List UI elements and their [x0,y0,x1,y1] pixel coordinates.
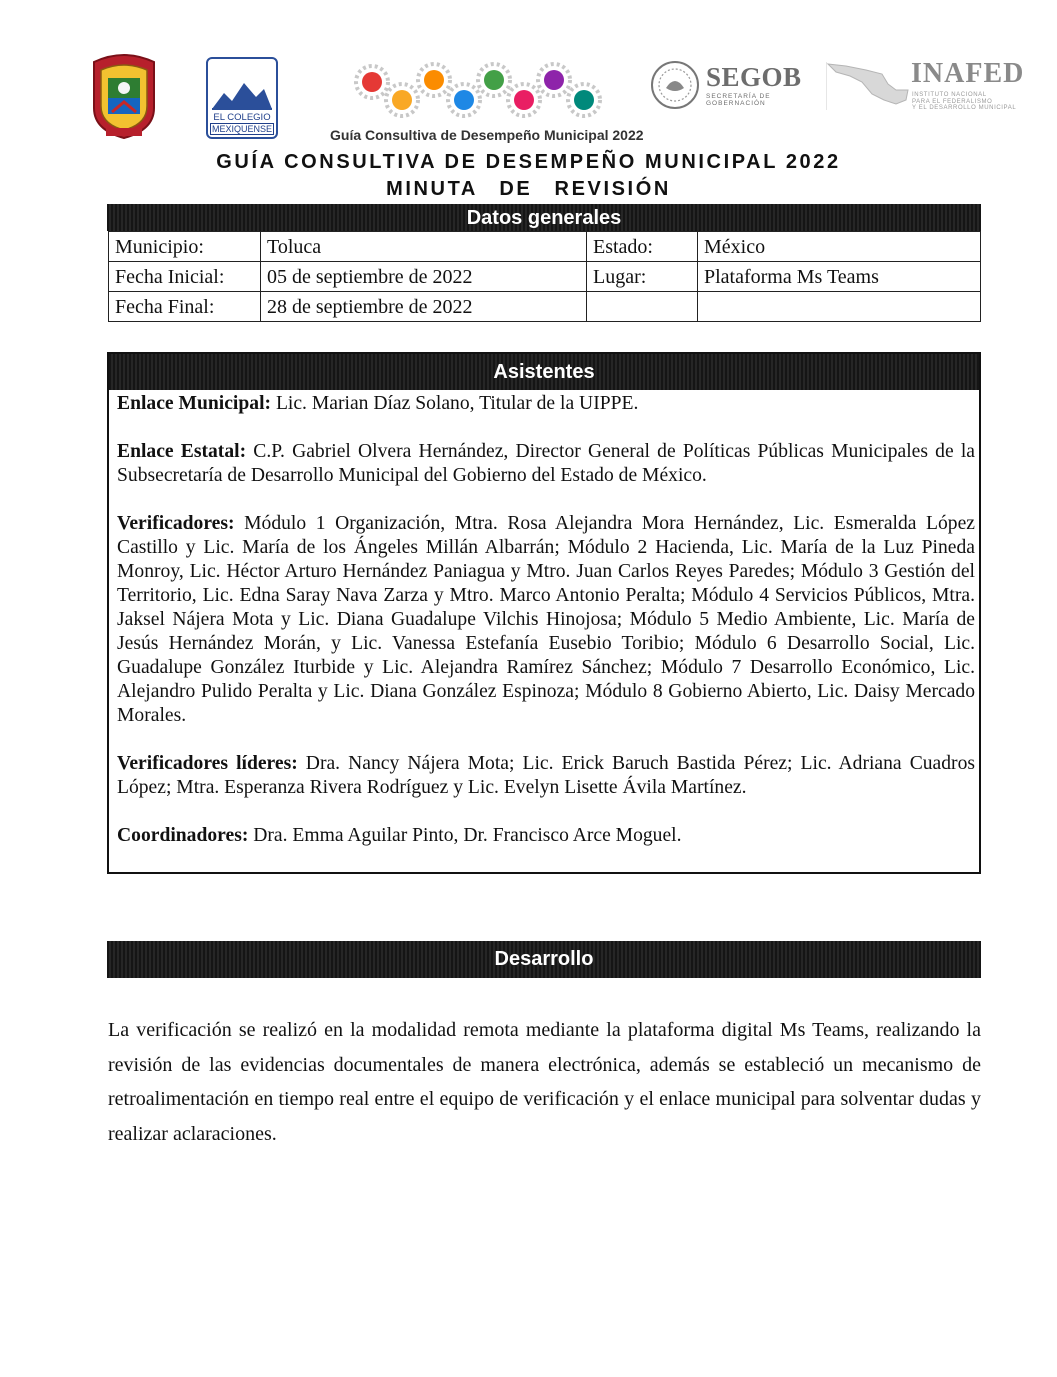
gear-icon [448,84,480,116]
gear-icon [478,64,510,96]
gear-icon [386,84,418,116]
empty-cell [587,292,698,322]
segob-subtitle [706,93,771,107]
inafed-sub-line2: PARA EL FEDERALISMO [912,98,993,105]
document-subtitle: MINUTA DE REVISIÓN [386,178,671,200]
table-row [109,262,981,292]
inafed-logo [826,58,1041,118]
gear-icon [538,64,570,96]
mexico-map-icon [826,60,911,112]
segob-sub-line2: GOBERNACIÓN [706,100,766,107]
coordinadores-text: Dra. Emma Aguilar Pinto, Dr. Francisco Arce Moguel. [248,825,682,846]
inafed-sub-line1: INSTITUTO NACIONAL [912,92,987,98]
datos-generales-table [108,231,981,322]
guia-subtitle: Guía Consultiva de Desempeño Municipal 2022 [330,127,644,143]
lugar-label: Lugar: [587,262,698,292]
asistentes-body [109,390,979,848]
gear-icon [568,84,600,116]
datos-generales-heading: Datos generales [107,204,981,231]
document-title: GUÍA CONSULTIVA DE DESEMPEÑO MUNICIPAL 2022 [216,151,841,173]
mountain-icon [212,79,272,111]
segob-name: SEGOB [706,62,802,92]
verificadores-paragraph [117,512,975,728]
estado-label: Estado: [587,232,698,262]
inafed-sub-line3: Y EL DESARROLLO MUNICIPAL [912,105,1017,111]
verificadores-label: Verificadores: [117,513,235,534]
coordinadores-paragraph [117,824,975,848]
national-seal-icon [650,60,700,110]
coordinadores-label: Coordinadores: [117,825,249,846]
enlace-estatal-label: Enlace Estatal: [117,441,247,462]
desarrollo-heading: Desarrollo [107,941,981,978]
inafed-subtitle [912,92,1016,112]
gear-icon [508,84,540,116]
verificadores-text: Módulo 1 Organización, Mtra. Rosa Alejandra Mora Hernández, Lic. Esmeralda López Castillo y Lic. María de los Ángeles Millán Albarrán; Módulo 2 Hacienda, Lic. María de la Luz Pineda Monroy, Lic. Héctor Arturo Hernández Paniagua y Mtro. Juan Carlos Reyes Paredes; Módulo 3 Gestión del Territorio, Lic. Edna Saray Nava Zarza y Mtro. Marco Antonio Peralta; Módulo 4 Servicios Públicos, Mtra. Jaksel Nájera Mota y Lic. Diana Guadalupe Vilchis Hinojosa; Módulo 5 Medio Ambiente, Lic. María de Jesús Hernández Morán, y Lic. Vanessa Estefanía Eusebio Toribio; Módulo 6 Desarrollo Social, Lic. Guadalupe González Iturbide y Lic. Alejandra Ramírez Sánchez; Módulo 7 Desarrollo Económico, Lic. Alejandro Pulido Peralta y Lic. Diana González Espinoza; Módulo 8 Gobierno Abierto, Lic. Daisy Mercado Morales. [117,513,975,726]
enlace-municipal-paragraph [117,392,975,416]
colegio-line2: MEXIQUENSE [211,124,272,134]
verificadores-lideres-label: Verificadores líderes: [117,753,298,774]
table-row [109,232,981,262]
asistentes-section [107,352,981,874]
asistentes-heading: Asistentes [109,354,979,390]
verificadores-lideres-paragraph [117,752,975,800]
estado-value: México [698,232,981,262]
estado-de-mexico-coat-of-arms-logo [86,52,162,140]
colegio-line1: EL COLEGIO [213,112,271,123]
enlace-estatal-text: C.P. Gabriel Olvera Hernández, Director General de Políticas Públicas Municipales de la Subsecretaría de Desarrollo Municipal del Gobierno del Estado de México. [117,441,975,486]
municipio-label: Municipio: [109,232,261,262]
enlace-municipal-text: Lic. Marian Díaz Solano, Titular de la UIPPE. [271,393,639,414]
gear-icon [356,66,388,98]
fecha-inicial-label: Fecha Inicial: [109,262,261,292]
segob-logo [650,60,820,110]
enlace-estatal-paragraph [117,440,975,488]
fecha-final-label: Fecha Final: [109,292,261,322]
inafed-name: INAFED [911,58,1025,89]
gear-chain-logo [352,62,608,120]
municipio-value: Toluca [261,232,587,262]
fecha-final-value: 28 de septiembre de 2022 [261,292,587,322]
enlace-municipal-label: Enlace Municipal: [117,393,272,414]
table-row [109,292,981,322]
verificadores-lideres-text: Dra. Nancy Nájera Mota; Lic. Erick Baruch Bastida Pérez; Lic. Adriana Cuadros López; Mtra. Esperanza Rivera Rodríguez y Lic. Evelyn Lisette Ávila Martínez. [117,753,975,798]
el-colegio-mexiquense-logo [206,57,278,139]
lugar-value: Plataforma Ms Teams [698,262,981,292]
gear-icon [418,64,450,96]
desarrollo-text: La verificación se realizó en la modalidad remota mediante la plataforma digital Ms Teams, realizando la revisión de las evidencias documentales de manera electrónica, además se estableció un mecanismo de retroalimentación en tiempo real entre el equipo de verificación y el enlace municipal para solventar dudas y realizar aclaraciones. [108,1019,981,1145]
segob-sub-line1: SECRETARÍA DE [706,93,771,100]
empty-cell [698,292,981,322]
fecha-inicial-value: 05 de septiembre de 2022 [261,262,587,292]
